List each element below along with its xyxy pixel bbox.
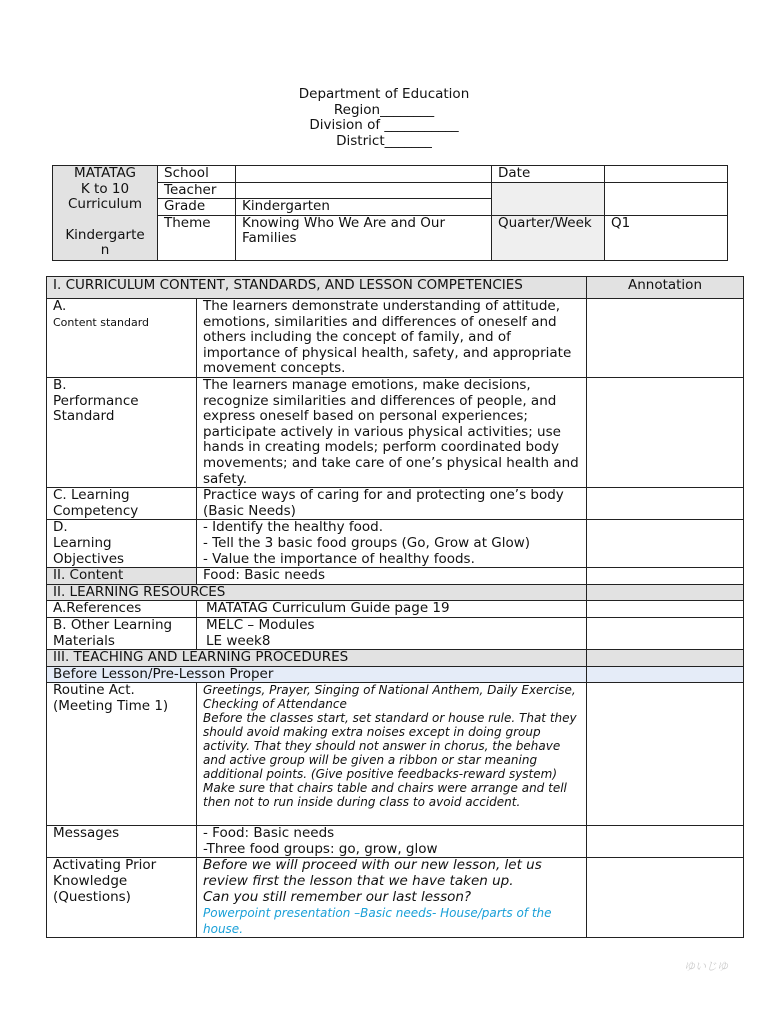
message-item: - Food: Basic needs (203, 825, 335, 842)
blank-cell (492, 182, 605, 215)
annotation-cell (587, 666, 744, 683)
messages-list (197, 826, 587, 858)
apk-label (47, 858, 197, 938)
label-line: B. Other Learning (53, 617, 173, 633)
objective-item: - Identify the healthy food. (203, 519, 384, 536)
other-materials-label (47, 617, 197, 649)
label-line: Performance (53, 392, 139, 409)
annotation-cell[interactable] (587, 378, 744, 488)
label-line: B. (53, 377, 67, 393)
grade-value: Kindergarten (236, 199, 492, 216)
content-standard-label (47, 299, 197, 378)
document-header (0, 87, 768, 149)
date-label: Date (492, 166, 605, 183)
curriculum-line: Kindergarte (65, 226, 145, 243)
label-line: Activating Prior (53, 857, 157, 874)
apk-paragraph: Can you still remember our last lesson? (203, 888, 472, 905)
school-value[interactable] (236, 166, 492, 183)
routine-label (47, 683, 197, 826)
message-item: -Three food groups: go, grow, glow (203, 840, 438, 857)
section1-title: I. CURRICULUM CONTENT, STANDARDS, AND LESSON COMPETENCIES (47, 277, 587, 299)
label-line: D. (53, 519, 68, 536)
content-value: Food: Basic needs (197, 568, 587, 585)
objective-item: - Value the importance of healthy foods. (203, 550, 475, 567)
annotation-cell[interactable] (587, 488, 744, 520)
label-line: (Questions) (53, 888, 131, 905)
info-table (52, 165, 728, 261)
annotation-cell (587, 650, 744, 667)
routine-paragraph: Greetings, Prayer, Singing of National Anthem, Daily Exercise, Checking of Attendance (203, 683, 576, 712)
curriculum-cell (53, 166, 158, 261)
annotation-cell[interactable] (587, 858, 744, 938)
section3-title: III. TEACHING AND LEARNING PROCEDURES (47, 650, 587, 667)
apk-text (197, 858, 587, 938)
references-label: A.References (47, 601, 197, 618)
curriculum-line: MATATAG (74, 165, 136, 181)
label-line: A. (53, 298, 67, 314)
material-item: MELC – Modules (206, 617, 315, 633)
label-line: Materials (53, 632, 115, 649)
routine-paragraph: Make sure that chairs table and chairs were arrange and tell then not to run inside during class to avoid accident. (203, 781, 567, 810)
other-materials-value (197, 617, 587, 649)
annotation-cell[interactable] (587, 617, 744, 649)
quarter-value: Q1 (605, 215, 728, 260)
competency-text: Practice ways of caring for and protecting one’s body (Basic Needs) (197, 488, 587, 520)
label-line: Knowledge (53, 873, 128, 890)
references-value: MATATAG Curriculum Guide page 19 (197, 601, 587, 618)
curriculum-line: K to 10 (80, 180, 130, 197)
annotation-cell[interactable] (587, 568, 744, 585)
content-label: II. Content (47, 568, 197, 585)
curriculum-line: Curriculum (67, 196, 143, 213)
theme-value: Knowing Who We Are and Our Families (236, 215, 492, 260)
theme-label: Theme (158, 215, 236, 260)
messages-label: Messages (47, 826, 197, 858)
teacher-label: Teacher (158, 182, 236, 199)
annotation-cell (587, 584, 744, 601)
annotation-header: Annotation (587, 277, 744, 299)
prelesson-title: Before Lesson/Pre-Lesson Proper (47, 666, 587, 683)
annotation-cell[interactable] (587, 826, 744, 858)
lesson-table (46, 276, 744, 938)
objectives-list (197, 520, 587, 568)
presentation-link[interactable]: Powerpoint presentation –Basic needs- House/parts of the house. (203, 906, 552, 937)
annotation-cell[interactable] (587, 683, 744, 826)
blank-cell (605, 182, 728, 215)
watermark: ゆいじゆ (684, 960, 728, 973)
teacher-value[interactable] (236, 182, 492, 199)
material-item: LE week8 (206, 632, 271, 649)
quarter-label: Quarter/Week (492, 215, 605, 260)
annotation-cell[interactable] (587, 601, 744, 618)
label-line: Competency (53, 502, 139, 519)
annotation-cell[interactable] (587, 299, 744, 378)
section2-title: II. LEARNING RESOURCES (47, 584, 587, 601)
school-label: School (158, 166, 236, 183)
region-line: Region________ (333, 101, 435, 118)
label-line: Content standard (53, 315, 150, 329)
competency-label (47, 488, 197, 520)
grade-label: Grade (158, 199, 236, 216)
label-line: Learning (53, 534, 112, 551)
apk-paragraph: Before we will proceed with our new lesson, let us review first the lesson that we have taken up. (203, 857, 542, 890)
label-line: Standard (53, 408, 115, 425)
routine-paragraph: Before the classes start, set standard or house rule. That they should avoid making extra noises except in doing group activity. That they should not answer in chorus, the behave and active group will be given a ribbon or star meaning additional points. (Give positive feedbacks-reward system) (203, 711, 577, 782)
routine-text (197, 683, 587, 826)
date-value[interactable] (605, 166, 728, 183)
annotation-cell[interactable] (587, 520, 744, 568)
content-standard-text: The learners demonstrate understanding of attitude, emotions, similarities and differences of oneself and others including the concept of family, and of importance of physical health, safety, and appropriate movement concepts. (197, 299, 587, 378)
objective-item: - Tell the 3 basic food groups (Go, Grow at Glow) (203, 534, 531, 551)
curriculum-line: n (100, 242, 110, 259)
performance-standard-label (47, 378, 197, 488)
district-line: District_______ (336, 132, 432, 149)
label-line: (Meeting Time 1) (53, 697, 169, 714)
label-line: Routine Act. (53, 682, 135, 699)
department-line: Department of Education (298, 86, 470, 102)
objectives-label (47, 520, 197, 568)
label-line: C. Learning (53, 487, 130, 504)
division-line: Division of ___________ (309, 117, 459, 134)
label-line: Objectives (53, 550, 125, 567)
performance-standard-text: The learners manage emotions, make decisions, recognize similarities and differences of people, and express oneself based on personal experiences; participate actively in various physical activities; use hands in creating models; perform coordinated body movements; and take care of one’s physical health and safety. (197, 378, 587, 488)
